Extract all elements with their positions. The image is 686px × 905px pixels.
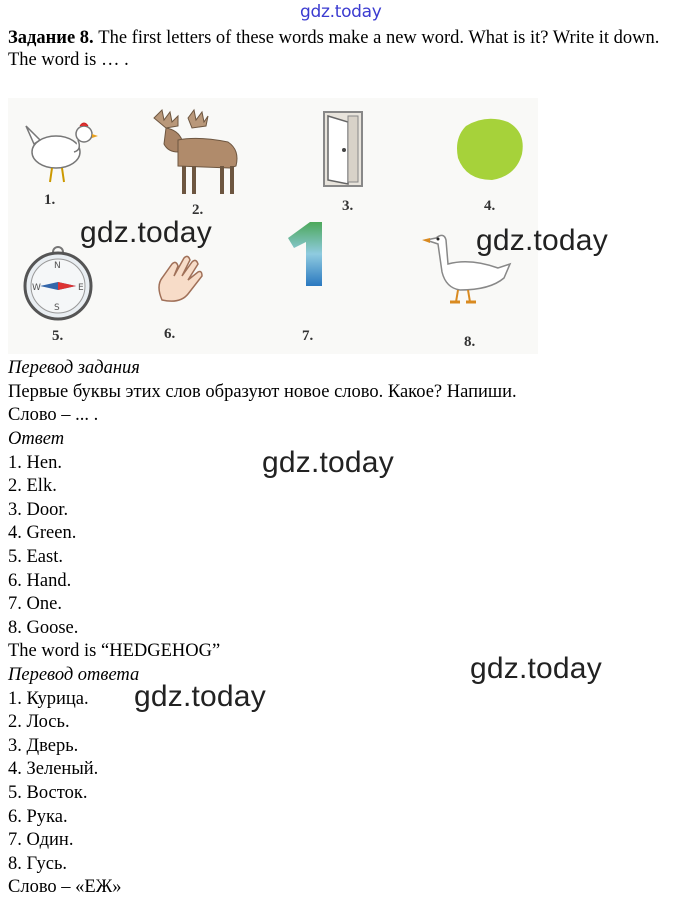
translation-answer-item: 3. Дверь.	[8, 735, 79, 756]
translation-answer-item: 2. Лось.	[8, 712, 70, 733]
watermark-top: gdz.today	[300, 2, 382, 22]
answer-item: 7. One.	[8, 594, 62, 615]
svg-text:N: N	[54, 261, 61, 271]
answer-item: 1. Hen.	[8, 452, 62, 473]
green-blob-icon	[452, 114, 528, 189]
translation-task-text: Первые буквы этих слов образуют новое слово. Какое? Напиши.	[8, 381, 517, 402]
watermark: gdz.today	[476, 224, 608, 257]
task-label: Задание 8.	[8, 28, 94, 48]
svg-text:W: W	[32, 283, 41, 293]
hand-icon	[152, 250, 208, 313]
door-icon	[318, 108, 368, 195]
answer-heading: Ответ	[8, 429, 65, 449]
task-text: The first letters of these words make a new word. What is it? Write it down.	[93, 28, 660, 48]
picture-number-3: 3.	[342, 198, 354, 214]
elk-icon	[148, 106, 248, 206]
watermark: gdz.today	[80, 216, 212, 249]
task-prompt: The word is … .	[8, 50, 129, 70]
watermark: gdz.today	[470, 652, 602, 685]
translation-answer-item: 4. Зеленый.	[8, 759, 99, 780]
answer-item: 5. East.	[8, 546, 63, 567]
picture-number-7: 7.	[302, 328, 314, 344]
picture-number-5: 5.	[52, 328, 64, 344]
picture-number-4: 4.	[484, 198, 496, 214]
translation-answer-item: 5. Восток.	[8, 782, 88, 803]
svg-text:E: E	[78, 283, 84, 293]
translation-task-prompt: Слово – ... .	[8, 405, 99, 426]
translation-answer-item: 1. Курица.	[8, 688, 89, 709]
answer-result: The word is “HEDGEHOG”	[8, 641, 221, 662]
translation-answer-item: 7. Один.	[8, 830, 74, 851]
picture-number-6: 6.	[164, 326, 176, 342]
translation-answer-item: 8. Гусь.	[8, 853, 68, 874]
number-one-icon	[282, 220, 328, 297]
answer-item: 8. Goose.	[8, 617, 79, 638]
compass-icon	[18, 242, 100, 329]
translation-answer-item: 6. Рука.	[8, 806, 68, 827]
watermark: gdz.today	[134, 680, 266, 713]
picture-number-8: 8.	[464, 334, 476, 350]
translation-task-block	[8, 357, 680, 428]
task-block	[8, 27, 680, 71]
answer-item: 2. Elk.	[8, 476, 57, 497]
answer-item: 4. Green.	[8, 523, 77, 544]
translation-answer-result: Слово – «ЕЖ»	[8, 877, 122, 898]
translation-answer-heading: Перевод ответа	[8, 664, 140, 685]
answer-item: 6. Hand.	[8, 570, 72, 591]
answer-item: 3. Door.	[8, 499, 69, 520]
svg-text:S: S	[54, 303, 60, 313]
translation-task-heading: Перевод задания	[8, 358, 140, 378]
watermark: gdz.today	[262, 446, 394, 479]
picture-number-2: 2.	[192, 202, 204, 218]
picture-number-1: 1.	[44, 192, 56, 208]
hen-icon	[22, 112, 102, 192]
